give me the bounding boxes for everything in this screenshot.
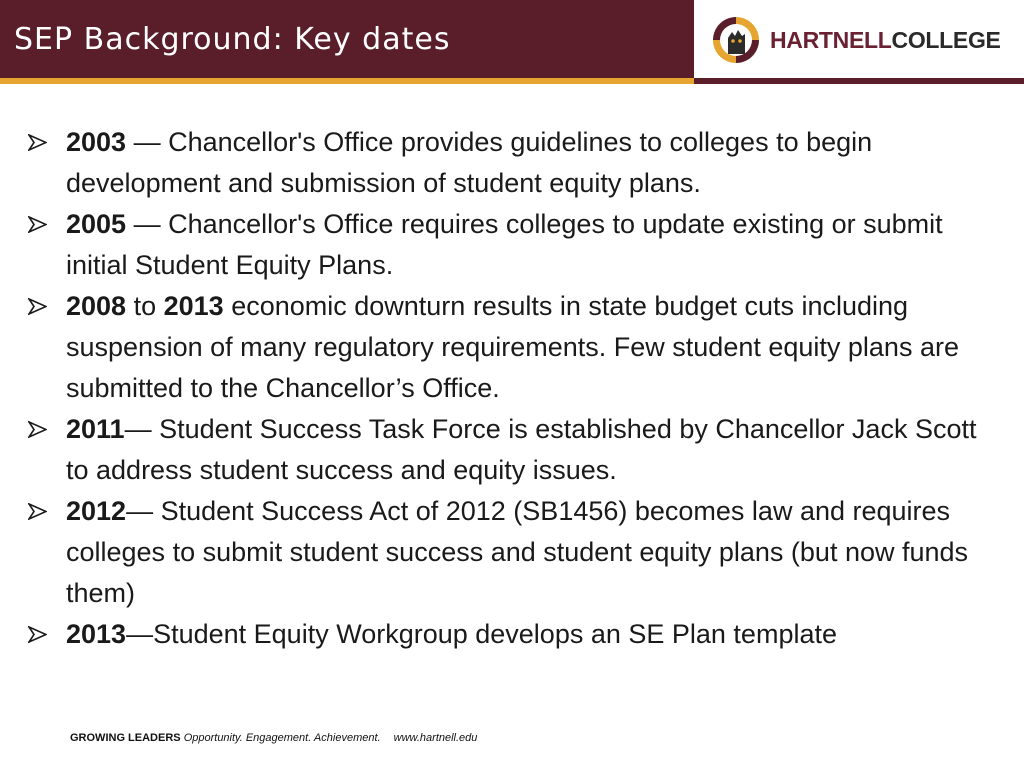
year-label: 2003 <box>66 127 127 157</box>
list-item-text <box>66 619 837 649</box>
bullet-arrow-icon <box>28 421 47 438</box>
list-item <box>28 409 1004 491</box>
list-item-text <box>66 496 968 608</box>
item-description: — Chancellor's Office requires colleges to update existing or submit initial Student Equity Plans. <box>66 209 943 280</box>
logo-hartnell-text: HARTNELL <box>770 27 892 53</box>
list-item-text <box>66 291 959 403</box>
item-description: — Student Success Act of 2012 (SB1456) becomes law and requires colleges to submit student success and student equity plans (but now funds them) <box>66 496 969 608</box>
slide-title: SEP Background: Key dates <box>14 22 451 57</box>
gold-divider <box>0 78 694 84</box>
bullet-arrow-icon <box>28 503 47 520</box>
list-item <box>28 122 1004 204</box>
list-item <box>28 286 1004 409</box>
list-item <box>28 614 1004 655</box>
year-label: 2013 <box>163 291 224 321</box>
footer-url: www.hartnell.edu <box>393 732 478 744</box>
list-item <box>28 204 1004 286</box>
hartnell-logo-icon <box>708 14 764 66</box>
title-bar <box>0 0 694 78</box>
item-description: — Student Success Task Force is established by Chancellor Jack Scott to address student success and equity issues. <box>66 414 977 485</box>
bullet-arrow-icon <box>28 216 47 233</box>
maroon-divider <box>694 78 1024 84</box>
item-description: — Chancellor's Office provides guidelines to colleges to begin development and submission of student equity plans. <box>66 127 873 198</box>
year-label: 2008 <box>66 291 127 321</box>
logo-wordmark <box>770 27 1001 54</box>
bullet-arrow-icon <box>28 626 47 643</box>
footer <box>70 732 477 744</box>
item-description: to <box>126 291 164 321</box>
year-label: 2011 <box>66 414 125 444</box>
bullet-arrow-icon <box>28 298 47 315</box>
item-description: economic downturn results in state budget cuts including suspension of many regulatory requirements. Few student equity plans are submitted to the Chancellor’s Office. <box>66 291 959 403</box>
logo-college-text: COLLEGE <box>891 27 1001 53</box>
footer-tagline: Opportunity. Engagement. Achievement. <box>183 732 381 744</box>
year-label: 2005 <box>66 209 127 239</box>
list-item-text <box>66 209 943 280</box>
list-item-text <box>66 414 976 485</box>
year-label: 2013 <box>66 619 127 649</box>
year-label: 2012 <box>66 496 127 526</box>
college-logo <box>694 0 1024 78</box>
list-item <box>28 491 1004 614</box>
bullet-arrow-icon <box>28 134 47 151</box>
footer-tagline-bold: GROWING LEADERS <box>70 732 181 744</box>
key-dates-list <box>28 122 1004 655</box>
list-item-text <box>66 127 872 198</box>
item-description: —Student Equity Workgroup develops an SE Plan template <box>126 619 837 649</box>
